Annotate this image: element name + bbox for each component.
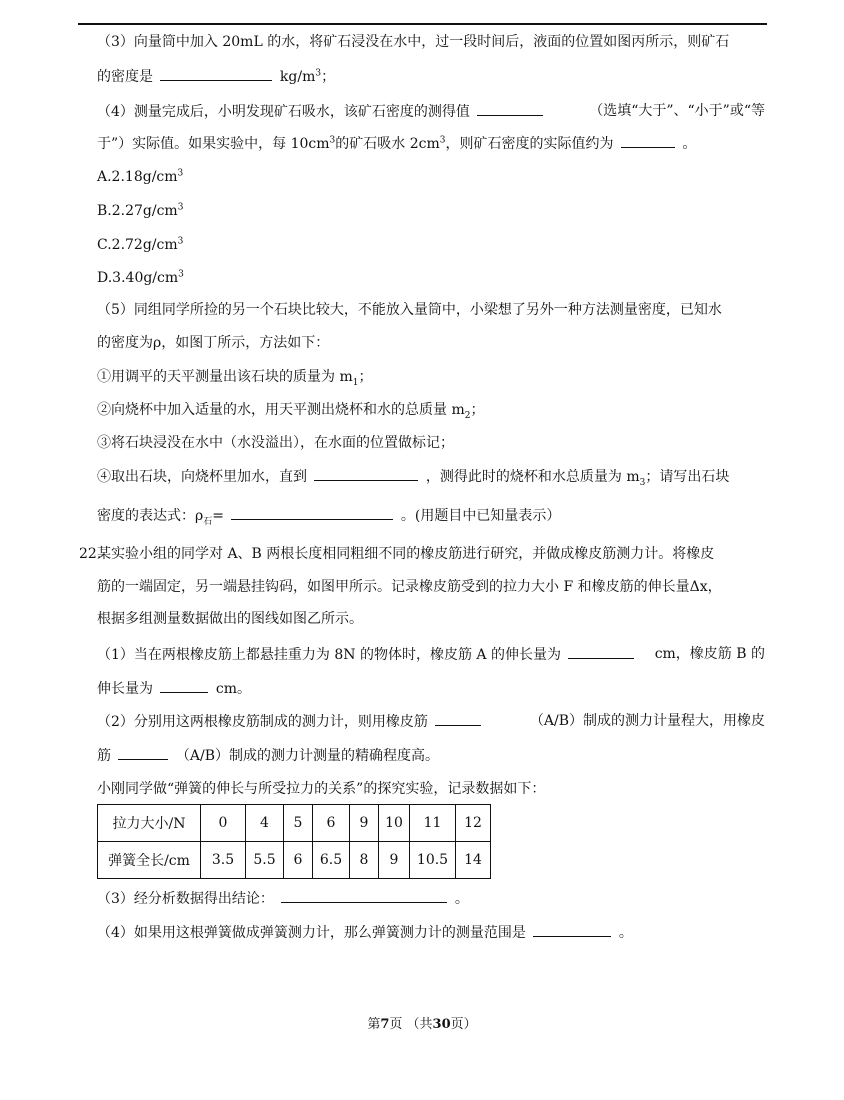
answer-blank-density[interactable] xyxy=(160,66,272,81)
punctuation: 。 xyxy=(454,891,469,907)
q22-part2-line1 xyxy=(97,711,765,732)
option-d[interactable] xyxy=(97,268,184,288)
answer-blank-compare[interactable] xyxy=(477,101,543,116)
unit-label: kg/m xyxy=(279,69,316,85)
punctuation: 。 xyxy=(682,136,697,152)
q21-part4-line2 xyxy=(97,133,696,154)
punctuation: ； xyxy=(358,369,373,385)
punctuation: ； xyxy=(470,402,485,418)
density-expression xyxy=(97,505,560,526)
spring-intro xyxy=(97,779,545,799)
header-rule xyxy=(78,23,767,25)
q22-part2-text2: （A/B）制成的测力计量程大，用橡皮 xyxy=(529,713,765,729)
q21-part3-line2 xyxy=(97,66,335,87)
footer-text: 第 xyxy=(367,1017,381,1032)
table-cell: 5 xyxy=(284,805,313,842)
answer-blank-expression[interactable] xyxy=(231,505,393,520)
answer-blank-fill-water[interactable] xyxy=(314,466,418,481)
q21-part5-line2 xyxy=(97,333,329,353)
answer-blank-range[interactable] xyxy=(435,711,481,726)
q22-part4 xyxy=(97,922,633,943)
total-pages: 30 xyxy=(432,1017,451,1032)
table-cell: 9 xyxy=(379,842,410,879)
q21-part5-text: （5）同组同学所捡的另一个石块比较大，不能放入量筒中，小梁想了另外一种方法测量密度，已知水 xyxy=(97,302,722,318)
step-3 xyxy=(97,433,454,453)
step-4-text: ④取出石块，向烧杯里加水，直到 xyxy=(97,469,307,485)
table-cell: 11 xyxy=(410,805,456,842)
table-header-length: 弹簧全长/cm xyxy=(98,842,201,879)
option-c-text: C.2.72g/cm xyxy=(97,237,178,253)
answer-blank-actual-density[interactable] xyxy=(621,133,675,148)
option-b-text: B.2.27g/cm xyxy=(97,203,178,219)
answer-blank-stretch-b[interactable] xyxy=(160,678,208,693)
q22-intro-line3 xyxy=(97,609,363,629)
q22-part1-text2: cm，橡皮筋 B 的 xyxy=(654,646,765,662)
superscript: 3 xyxy=(177,168,184,179)
subscript: 2 xyxy=(464,410,471,421)
q21-part4-text: （4）测量完成后，小明发现矿石吸水，该矿石密度的测得值 xyxy=(97,104,470,120)
q22-part1-line2 xyxy=(97,678,251,699)
answer-blank-stretch-a[interactable] xyxy=(568,644,634,659)
q21-part4-line1 xyxy=(97,101,765,122)
superscript: 3 xyxy=(177,236,184,247)
superscript: 3 xyxy=(329,135,336,146)
superscript: 3 xyxy=(178,269,184,280)
q22-part3 xyxy=(97,888,469,909)
table-cell: 6 xyxy=(284,842,313,879)
step-3-text: ③将石块浸没在水中（水没溢出），在水面的位置做标记； xyxy=(97,435,454,451)
q21-part3-text: （3）向量筒中加入 20mL 的水，将矿石浸没在水中，过一段时间后，液面的位置如图丙所示，则矿石 xyxy=(97,34,730,50)
table-cell: 6 xyxy=(313,805,350,842)
q22-intro-line2 xyxy=(97,577,765,597)
density-label: 密度的表达式：ρ xyxy=(97,508,204,524)
table-row-force xyxy=(98,805,491,842)
step-1-text: ①用调平的天平测量出该石块的质量为 m xyxy=(97,369,353,385)
spring-intro-text: 小刚同学做“弹簧的伸长与所受拉力的关系”的探究实验，记录数据如下： xyxy=(97,781,546,797)
q22-part1-text4: cm。 xyxy=(215,681,252,697)
superscript: 3 xyxy=(439,135,446,146)
spring-data-table xyxy=(97,804,491,879)
q21-part5-line1 xyxy=(97,300,765,320)
footer-text: 页 （共 xyxy=(389,1017,433,1032)
step-4-text3: ；请写出石块 xyxy=(645,469,730,485)
q22-part1-line1 xyxy=(97,644,765,665)
q21-part5-text2: 的密度为ρ，如图丁所示，方法如下： xyxy=(97,335,330,351)
table-cell: 3.5 xyxy=(201,842,246,879)
superscript: 3 xyxy=(177,202,184,213)
q21-part4-choices: （选填“大于”、“小于”或“等 xyxy=(589,103,765,119)
subscript: 1 xyxy=(352,377,359,388)
q21-part3-line1 xyxy=(97,32,765,52)
question-number: 22. xyxy=(79,546,102,562)
answer-blank-conclusion[interactable] xyxy=(281,888,447,903)
option-d-text: D.3.40g/cm xyxy=(97,270,179,286)
superscript: 3 xyxy=(315,68,322,79)
q22-intro-text3: 根据多组测量数据做出的图线如图乙所示。 xyxy=(97,611,363,627)
step-2-text: ②向烧杯中加入适量的水，用天平测出烧杯和水的总质量 m xyxy=(97,402,465,418)
q21-part4-text4: ，则矿石密度的实际值约为 xyxy=(445,136,614,152)
q22-part2-text3: 筋 xyxy=(97,748,111,764)
q21-part4-text3: 的矿石吸水 2cm xyxy=(335,136,440,152)
option-c[interactable] xyxy=(97,235,183,255)
q22-part4-text: （4）如果用这根弹簧做成弹簧测力计，那么弹簧测力计的测量范围是 xyxy=(97,925,526,941)
q21-part3-label: 的密度是 xyxy=(97,69,153,85)
q22-intro-text2: 筋的一端固定，另一端悬挂钩码，如图甲所示。记录橡皮筋受到的拉力大小 F 和橡皮筋的伸长量Δx， xyxy=(97,579,722,595)
table-cell: 4 xyxy=(246,805,284,842)
table-cell: 0 xyxy=(201,805,246,842)
page-number: 7 xyxy=(380,1017,390,1032)
table-cell: 5.5 xyxy=(246,842,284,879)
option-b[interactable] xyxy=(97,201,183,221)
answer-blank-measure-range[interactable] xyxy=(533,922,611,937)
q21-part4-text2: 于”）实际值。如果实验中，每 10cm xyxy=(97,136,330,152)
table-cell: 14 xyxy=(456,842,491,879)
q22-intro-text: 某实验小组的同学对 A、B 两根长度相同粗细不同的橡皮筋进行研究，并做成橡皮筋测力计。将橡皮 xyxy=(97,546,715,562)
table-row-length xyxy=(98,842,491,879)
table-cell: 6.5 xyxy=(313,842,350,879)
table-header-force: 拉力大小/N xyxy=(98,805,201,842)
table-cell: 9 xyxy=(350,805,379,842)
punctuation: 。 xyxy=(618,925,633,941)
q22-part2-text: （2）分别用这两根橡皮筋制成的测力计，则用橡皮筋 xyxy=(97,714,428,730)
q22-part1-text3: 伸长量为 xyxy=(97,681,153,697)
table-cell: 8 xyxy=(350,842,379,879)
table-cell: 10.5 xyxy=(410,842,456,879)
punctuation: ； xyxy=(321,69,336,85)
option-a-text: A.2.18g/cm xyxy=(97,169,178,185)
table-cell: 10 xyxy=(379,805,410,842)
subscript: 石 xyxy=(203,516,213,527)
q22-part2-line2 xyxy=(97,745,439,766)
step-2 xyxy=(97,400,484,420)
page-footer xyxy=(0,1013,844,1032)
answer-blank-precision[interactable] xyxy=(118,745,168,760)
q22-part3-text: （3）经分析数据得出结论： xyxy=(97,891,274,907)
step-4-text2: ，测得此时的烧杯和水总质量为 m xyxy=(425,469,640,485)
subscript: 3 xyxy=(639,477,646,488)
table-cell: 12 xyxy=(456,805,491,842)
q22-part2-text4: （A/B）制成的测力计测量的精确程度高。 xyxy=(175,748,440,764)
footer-text: 页） xyxy=(450,1017,477,1032)
q22-intro-line1 xyxy=(97,544,765,564)
q22-part1-text: （1）当在两根橡皮筋上都悬挂重力为 8N 的物体时，橡皮筋 A 的伸长量为 xyxy=(97,647,561,663)
density-note: 。(用题目中已知量表示） xyxy=(400,508,561,524)
step-1 xyxy=(97,367,372,387)
step-4 xyxy=(97,466,765,487)
option-a[interactable] xyxy=(97,167,183,187)
equals: = xyxy=(212,508,224,524)
